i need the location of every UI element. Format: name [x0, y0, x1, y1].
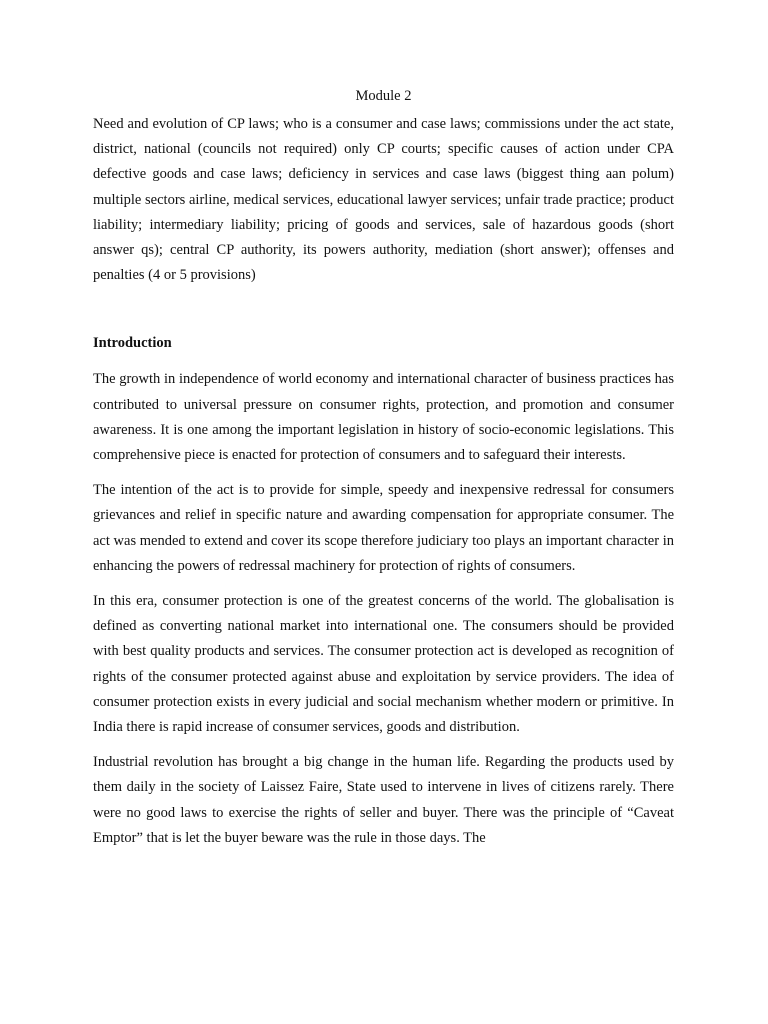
intro-paragraph-1: The growth in independence of world economy and international character of business practices has contributed to universal pressure on consumer rights, protection, and promotion and consumer awareness. It is one among the important legislation in history of socio-economic legislations. This comprehensive piece is enacted for protection of consumers and to safeguard their interests. — [93, 371, 674, 464]
intro-paragraph-3: In this era, consumer protection is one of the greatest concerns of the world. The globalisation is defined as converting national market into international one. The consumers should be provided with best quality products and services. The consumer protection act is developed as recognition of rights of the consumer protected against abuse and exploitation by service providers. The idea of consumer protection exists in every judicial and social mechanism whether modern or primitive. In India there is rapid increase of consumer services, goods and distribution. — [93, 593, 674, 736]
document-body — [93, 84, 674, 861]
section-spacer — [93, 288, 674, 331]
module-title: Module 2 — [355, 88, 412, 104]
intro-paragraph-2: The intention of the act is to provide for simple, speedy and inexpensive redressal for consumers grievances and relief in specific nature and awarding compensation for appropriate consumer. The act was mended to extend and cover its scope therefore judiciary too plays an important character in enhancing the powers of redressal machinery for protection of rights of consumers. — [93, 482, 674, 574]
syllabus-scope-paragraph: Need and evolution of CP laws; who is a consumer and case laws; commissions under the act state, district, national (councils not required) only CP courts; specific causes of action under CPA defective goods and case laws; deficiency in services and case laws (biggest thing aan polum) multiple sectors airline, medical services, educational lawyer services; unfair trade practice; product liability; intermediary liability; pricing of goods and services, sale of hazardous goods (short answer qs); central CP authority, its powers authority, mediation (short answer); offenses and penalties (4 or 5 provisions) — [93, 116, 674, 284]
intro-paragraph-4: Industrial revolution has brought a big change in the human life. Regarding the products used by them daily in the society of Laissez Faire, State used to intervene in lives of citizens rarely. There were no good laws to exercise the rights of seller and buyer. There was the principle of “Caveat Emptor” that is let the buyer beware was the rule in those days. The — [93, 754, 674, 846]
introduction-heading: Introduction — [93, 335, 172, 352]
